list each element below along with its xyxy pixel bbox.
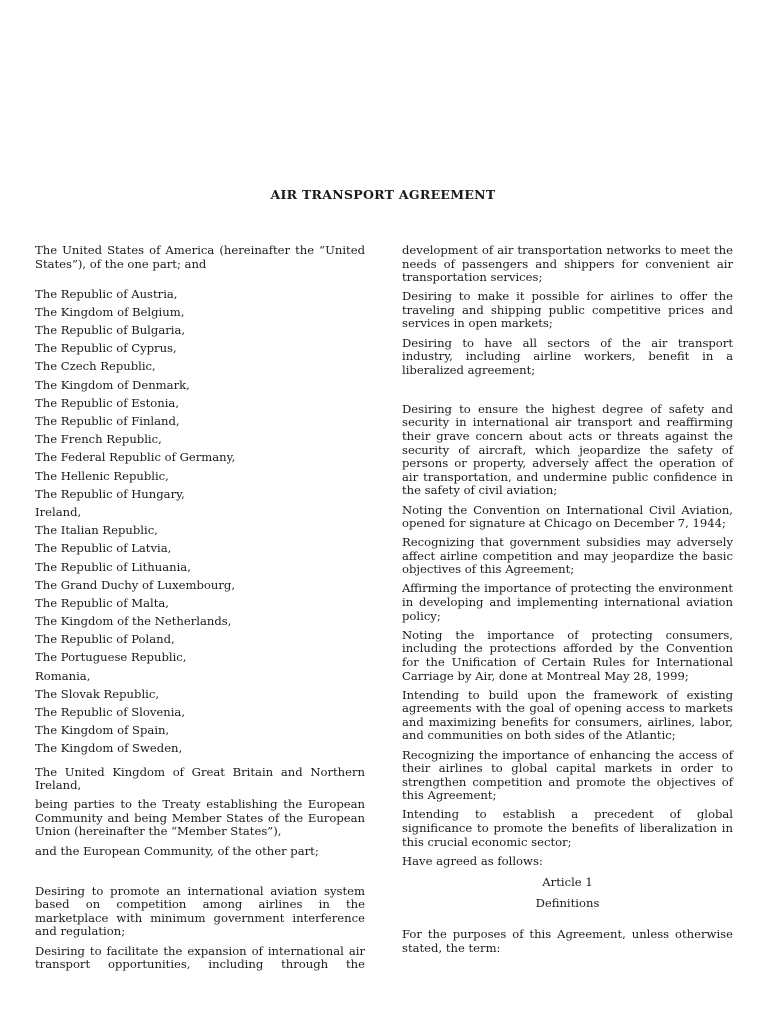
continuation-paragraph: development of air transportation networks to meet the needs of passengers and shippers for convenient air transportation services; [402, 243, 733, 285]
party-item: The Kingdom of Denmark, [35, 377, 190, 392]
intro-paragraph: The United States of America (hereinafter the “United States”), of the one part; and [35, 243, 365, 271]
desiring-possible-paragraph: Desiring to make it possible for airlines to offer the traveling and shipping public competitive prices and services in open markets; [402, 289, 733, 331]
party-item: The Republic of Finland, [35, 414, 180, 428]
party-item: The Kingdom of the Netherlands, [35, 614, 232, 629]
definitions-intro-paragraph: For the purposes of this Agreement, unless otherwise stated, the term: [402, 927, 733, 956]
desiring-safety-paragraph: Desiring to ensure the highest degree of safety and security in international air transport and reaffirming their grave concern about acts or threats against the security of aircraft, which jeopardize the safety of persons or property, adversely affect the operation of air transportation, and undermine public confidence in the safety of civil aviation; [402, 401, 733, 498]
party-item: The French Republic, [35, 432, 162, 447]
party-item: The Republic of Lithuania, [35, 559, 191, 574]
party-item: Romania, [35, 668, 91, 683]
party-item: The Republic of Bulgaria, [35, 323, 186, 338]
party-item: The Republic of Malta, [35, 595, 169, 610]
desiring-promote-paragraph: Desiring to promote an international aviation system based on competition among airlines in the marketplace with minimum government interference and regulation; [35, 883, 365, 939]
party-item: The Grand Duchy of Luxembourg, [35, 577, 236, 592]
member-states-paragraph: being parties to the Treaty establishing the European Community and being Member States of the European Union (hereinafter the “Member States”), [35, 797, 365, 839]
party-item: The Kingdom of Sweden, [35, 741, 183, 756]
party-item: The Slovak Republic, [35, 686, 160, 701]
recognizing-subsidies-paragraph: Recognizing that government subsidies may adversely affect airline competition and may jeopardize the basic objectives of this Agreement; [402, 535, 733, 577]
uk-party-paragraph: The United Kingdom of Great Britain and Northern Ireland, [35, 764, 365, 793]
desiring-sectors-paragraph: Desiring to have all sectors of the air transport industry, including airline workers, benefit in a liberalized agreement; [402, 335, 733, 377]
party-item: The Federal Republic of Germany, [35, 450, 236, 465]
party-item: The Republic of Latvia, [35, 541, 172, 556]
party-item: The Republic of Poland, [35, 632, 175, 647]
noting-convention-paragraph: Noting the Convention on International Civil Aviation, opened for signature at Chicago on December 7, 1944; [402, 502, 733, 531]
party-item: The Portuguese Republic, [35, 650, 187, 665]
party-item: The Republic of Estonia, [35, 395, 180, 410]
document-title: AIR TRANSPORT AGREEMENT [270, 187, 496, 202]
party-item: The Hellenic Republic, [35, 468, 169, 483]
recognizing-capital-paragraph: Recognizing the importance of enhancing the access of their airlines to global capital markets in order to strengthen competition and promote the objectives of this Agreement; [402, 747, 733, 803]
desiring-facilitate-paragraph: Desiring to facilitate the expansion of international air transport opportunities, including through the [35, 943, 365, 972]
right-column [402, 244, 733, 961]
affirming-environment-paragraph: Affirming the importance of protecting the environment in developing and implementing international aviation policy; [402, 581, 733, 623]
intending-precedent-paragraph: Intending to establish a precedent of global significance to promote the benefits of liberalization in this crucial economic sector; [402, 807, 733, 849]
party-item: The Republic of Austria, [35, 286, 178, 301]
party-item: The Kingdom of Spain, [35, 723, 170, 738]
spacer [35, 864, 365, 885]
party-item: Ireland, [35, 504, 82, 519]
party-item: The Italian Republic, [35, 523, 158, 538]
party-item: The Czech Republic, [35, 359, 156, 374]
intending-build-paragraph: Intending to build upon the framework of existing agreements with the goal of opening access to markets and maximizing benefits for consumers, airlines, labor, and communities on both sides of the Atlantic; [402, 687, 733, 743]
party-item: The Kingdom of Belgium, [35, 304, 185, 319]
party-item: The Republic of Cyprus, [35, 341, 177, 356]
spacer [402, 383, 733, 403]
article-title: Definitions [535, 895, 600, 910]
party-item: The Republic of Slovenia, [35, 705, 186, 719]
noting-consumers-paragraph: Noting the importance of protecting consumers, including the protections afforded by the Convention for the Unification of Certain Rules for International Carriage by Air, done at Montreal May 28, 1999; [402, 627, 733, 683]
have-agreed-paragraph: Have agreed as follows: [402, 853, 543, 868]
left-column [35, 244, 365, 977]
party-item: The Republic of Hungary, [35, 486, 185, 501]
party-list [35, 288, 365, 761]
ec-party-paragraph: and the European Community, of the other part; [35, 843, 319, 858]
article-number: Article 1 [542, 875, 593, 890]
